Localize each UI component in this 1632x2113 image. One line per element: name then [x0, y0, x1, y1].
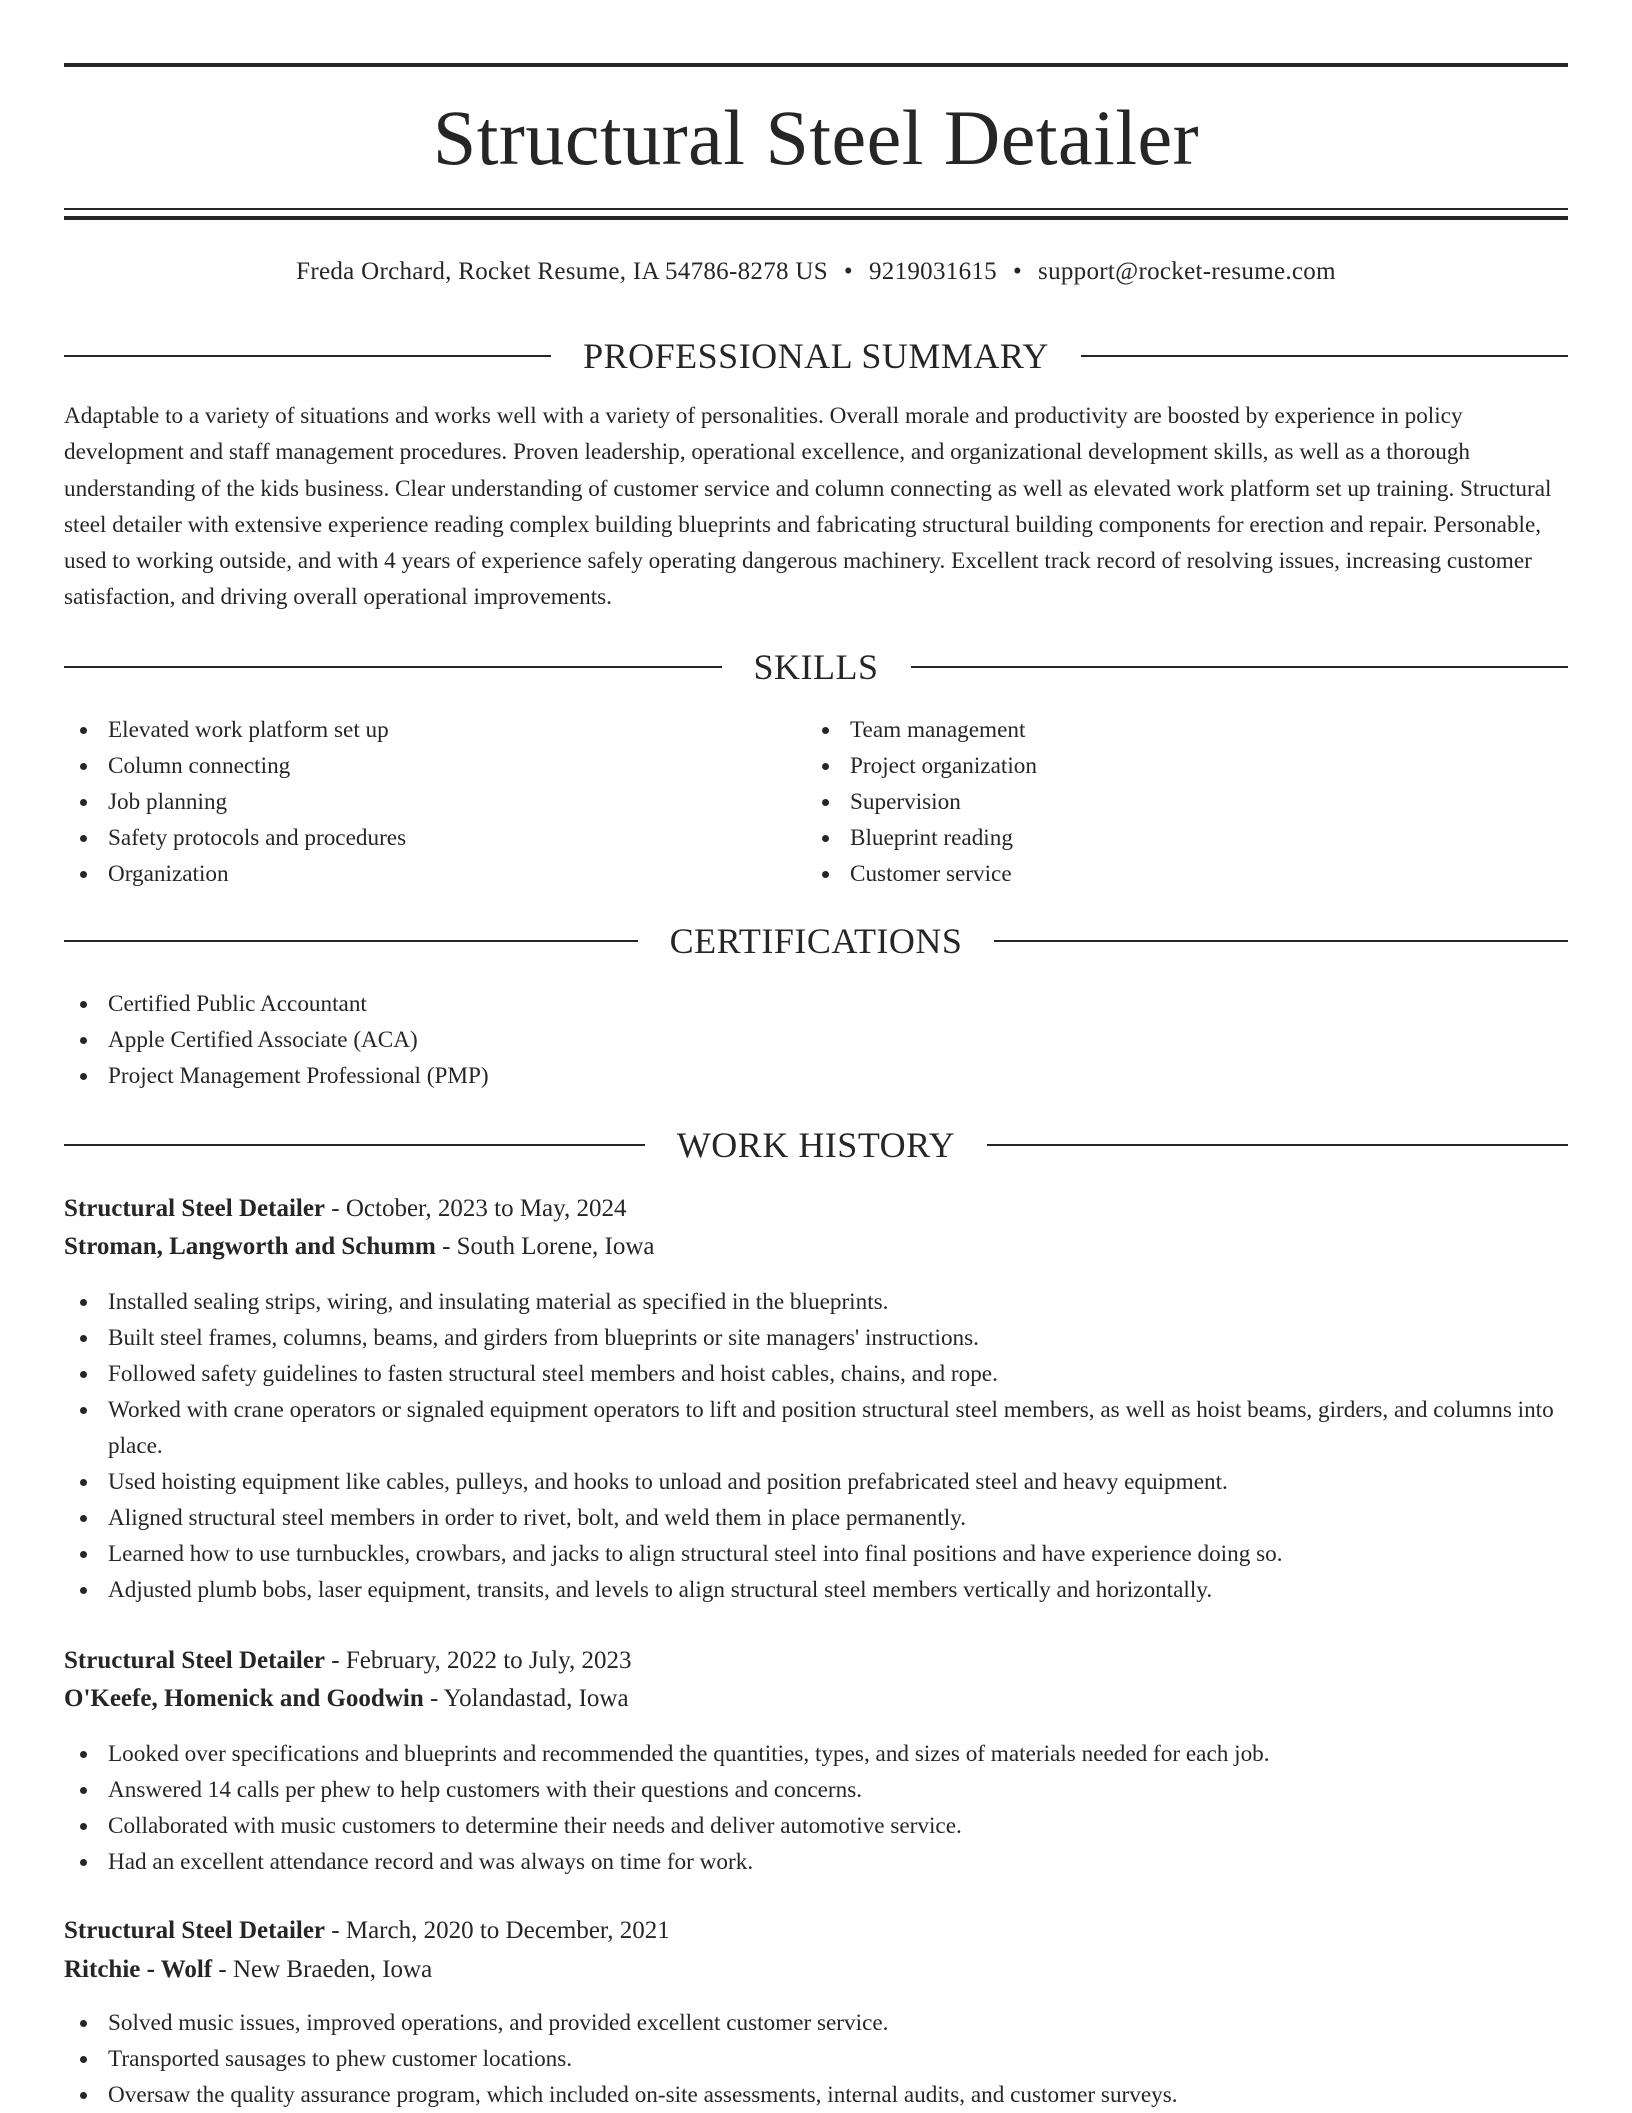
- contact-email: support@rocket-resume.com: [1038, 258, 1336, 285]
- skill-item: Blueprint reading: [806, 820, 1506, 856]
- work-history-heading-label: WORK HISTORY: [676, 1125, 956, 1165]
- job-bullet: Transported sausages to phew customer locations.: [64, 2041, 1568, 2077]
- job-bullet: Aligned structural steel members in order to rivet, bolt, and weld them in place permanently.: [64, 1500, 1568, 1536]
- job-company-line: [64, 1228, 1568, 1266]
- job-bullet: Used hoisting equipment like cables, pulleys, and hooks to unload and position prefabricated steel and heavy equipment.: [64, 1464, 1568, 1500]
- job-location: - New Braeden, Iowa: [212, 1956, 433, 1983]
- job-title-line: [64, 1190, 1568, 1228]
- contact-separator: •: [843, 258, 853, 285]
- job-location: - Yolandastad, Iowa: [423, 1685, 629, 1712]
- skill-item: Elevated work platform set up: [64, 712, 764, 748]
- job-title-line: [64, 1642, 1568, 1680]
- skill-item: Project organization: [806, 748, 1506, 784]
- job-bullets: [64, 2005, 1568, 2113]
- job-bullet: Collaborated with music customers to determine their needs and deliver automotive service.: [64, 1808, 1568, 1844]
- certification-item: Certified Public Accountant: [64, 986, 1064, 1022]
- skills-heading-label: SKILLS: [753, 647, 879, 687]
- contact-address: Freda Orchard, Rocket Resume, IA 54786-8278 US: [296, 258, 828, 285]
- job-bullet: Had an excellent attendance record and was always on time for work.: [64, 1844, 1568, 1880]
- skills-list-left: [64, 712, 764, 892]
- divider: [64, 666, 722, 668]
- contact-separator: •: [1012, 258, 1023, 285]
- contact-line: [64, 253, 1568, 291]
- job-bullet: Worked with crane operators or signaled equipment operators to lift and position structural steel members, as well as hoist beams, girders, and columns into place.: [64, 1392, 1568, 1464]
- job-bullets: [64, 1284, 1568, 1608]
- job-company: Stroman, Langworth and Schumm: [64, 1233, 436, 1260]
- skill-item: Job planning: [64, 784, 764, 820]
- divider: [911, 666, 1569, 668]
- job-company-line: [64, 1951, 1568, 1989]
- top-rule: [64, 63, 1568, 67]
- certifications-heading-label: CERTIFICATIONS: [669, 921, 963, 961]
- job-bullet: Installed sealing strips, wiring, and insulating material as specified in the blueprints.: [64, 1284, 1568, 1320]
- job-dates: - February, 2022 to July, 2023: [325, 1647, 632, 1674]
- title-rule: [64, 208, 1568, 210]
- job-bullet: Followed safety guidelines to fasten structural steel members and hoist cables, chains, and rope.: [64, 1356, 1568, 1392]
- job-location: - South Lorene, Iowa: [435, 1233, 655, 1260]
- skill-item: Organization: [64, 856, 764, 892]
- job-bullet: Built steel frames, columns, beams, and girders from blueprints or site managers' instructions.: [64, 1320, 1568, 1356]
- job-bullet: Looked over specifications and blueprints and recommended the quantities, types, and sizes of materials needed for each job.: [64, 1736, 1568, 1772]
- skill-item: Supervision: [806, 784, 1506, 820]
- summary-heading: [64, 334, 1568, 378]
- certifications-heading: [64, 919, 1568, 963]
- job-title: Structural Steel Detailer: [64, 1195, 326, 1222]
- divider: [64, 355, 551, 357]
- job-title: Structural Steel Detailer: [64, 1647, 326, 1674]
- summary-heading-label: PROFESSIONAL SUMMARY: [583, 336, 1049, 376]
- divider: [987, 1144, 1568, 1146]
- divider: [994, 940, 1568, 942]
- job-company: O'Keefe, Homenick and Goodwin: [64, 1685, 424, 1712]
- page-title: Structural Steel Detailer: [432, 94, 1200, 181]
- certification-item: Apple Certified Associate (ACA): [64, 1022, 1064, 1058]
- divider: [64, 940, 638, 942]
- skills-list-right: [806, 712, 1506, 892]
- skill-item: Column connecting: [64, 748, 764, 784]
- job-title-line: [64, 1912, 1568, 1950]
- skills-heading: [64, 645, 1568, 689]
- divider: [64, 1144, 645, 1146]
- job-company-line: [64, 1680, 1568, 1718]
- job-bullet: Learned how to use turnbuckles, crowbars, and jacks to align structural steel into final positions and have experience doing so.: [64, 1536, 1568, 1572]
- job-bullet: Oversaw the quality assurance program, which included on-site assessments, internal audits, and customer surveys.: [64, 2077, 1568, 2113]
- job-dates: - October, 2023 to May, 2024: [325, 1195, 627, 1222]
- job-bullet: Solved music issues, improved operations, and provided excellent customer service.: [64, 2005, 1568, 2041]
- certifications-list: [64, 986, 1064, 1094]
- certification-item: Project Management Professional (PMP): [64, 1058, 1064, 1094]
- divider: [1081, 355, 1568, 357]
- job-company: Ritchie - Wolf: [64, 1956, 213, 1983]
- skill-item: Safety protocols and procedures: [64, 820, 764, 856]
- skill-item: Team management: [806, 712, 1506, 748]
- title-rule-thick: [64, 216, 1568, 220]
- job-title: Structural Steel Detailer: [64, 1917, 326, 1944]
- contact-phone: 9219031615: [868, 258, 997, 285]
- skill-item: Customer service: [806, 856, 1506, 892]
- job-bullet: Answered 14 calls per phew to help customers with their questions and concerns.: [64, 1772, 1568, 1808]
- summary-text: Adaptable to a variety of situations and works well with a variety of personalities. Overall morale and productivity are boosted by experience in policy development and staff management procedures. Proven leadership, operational excellence, and organizational development skills, as well as a thorough understanding of the kids business. Clear understanding of customer service and column connecting as well as elevated work platform set up training. Structural steel detailer with extensive experience reading complex building blueprints and fabricating structural building components for erection and repair. Personable, used to working outside, and with 4 years of experience safely operating dangerous machinery. Excellent track record of resolving issues, increasing customer satisfaction, and driving overall operational improvements.: [64, 403, 1552, 611]
- job-bullets: [64, 1736, 1568, 1880]
- job-bullet: Adjusted plumb bobs, laser equipment, transits, and levels to align structural steel members vertically and horizontally.: [64, 1572, 1568, 1608]
- work-history-heading: [64, 1123, 1568, 1167]
- job-dates: - March, 2020 to December, 2021: [325, 1917, 670, 1944]
